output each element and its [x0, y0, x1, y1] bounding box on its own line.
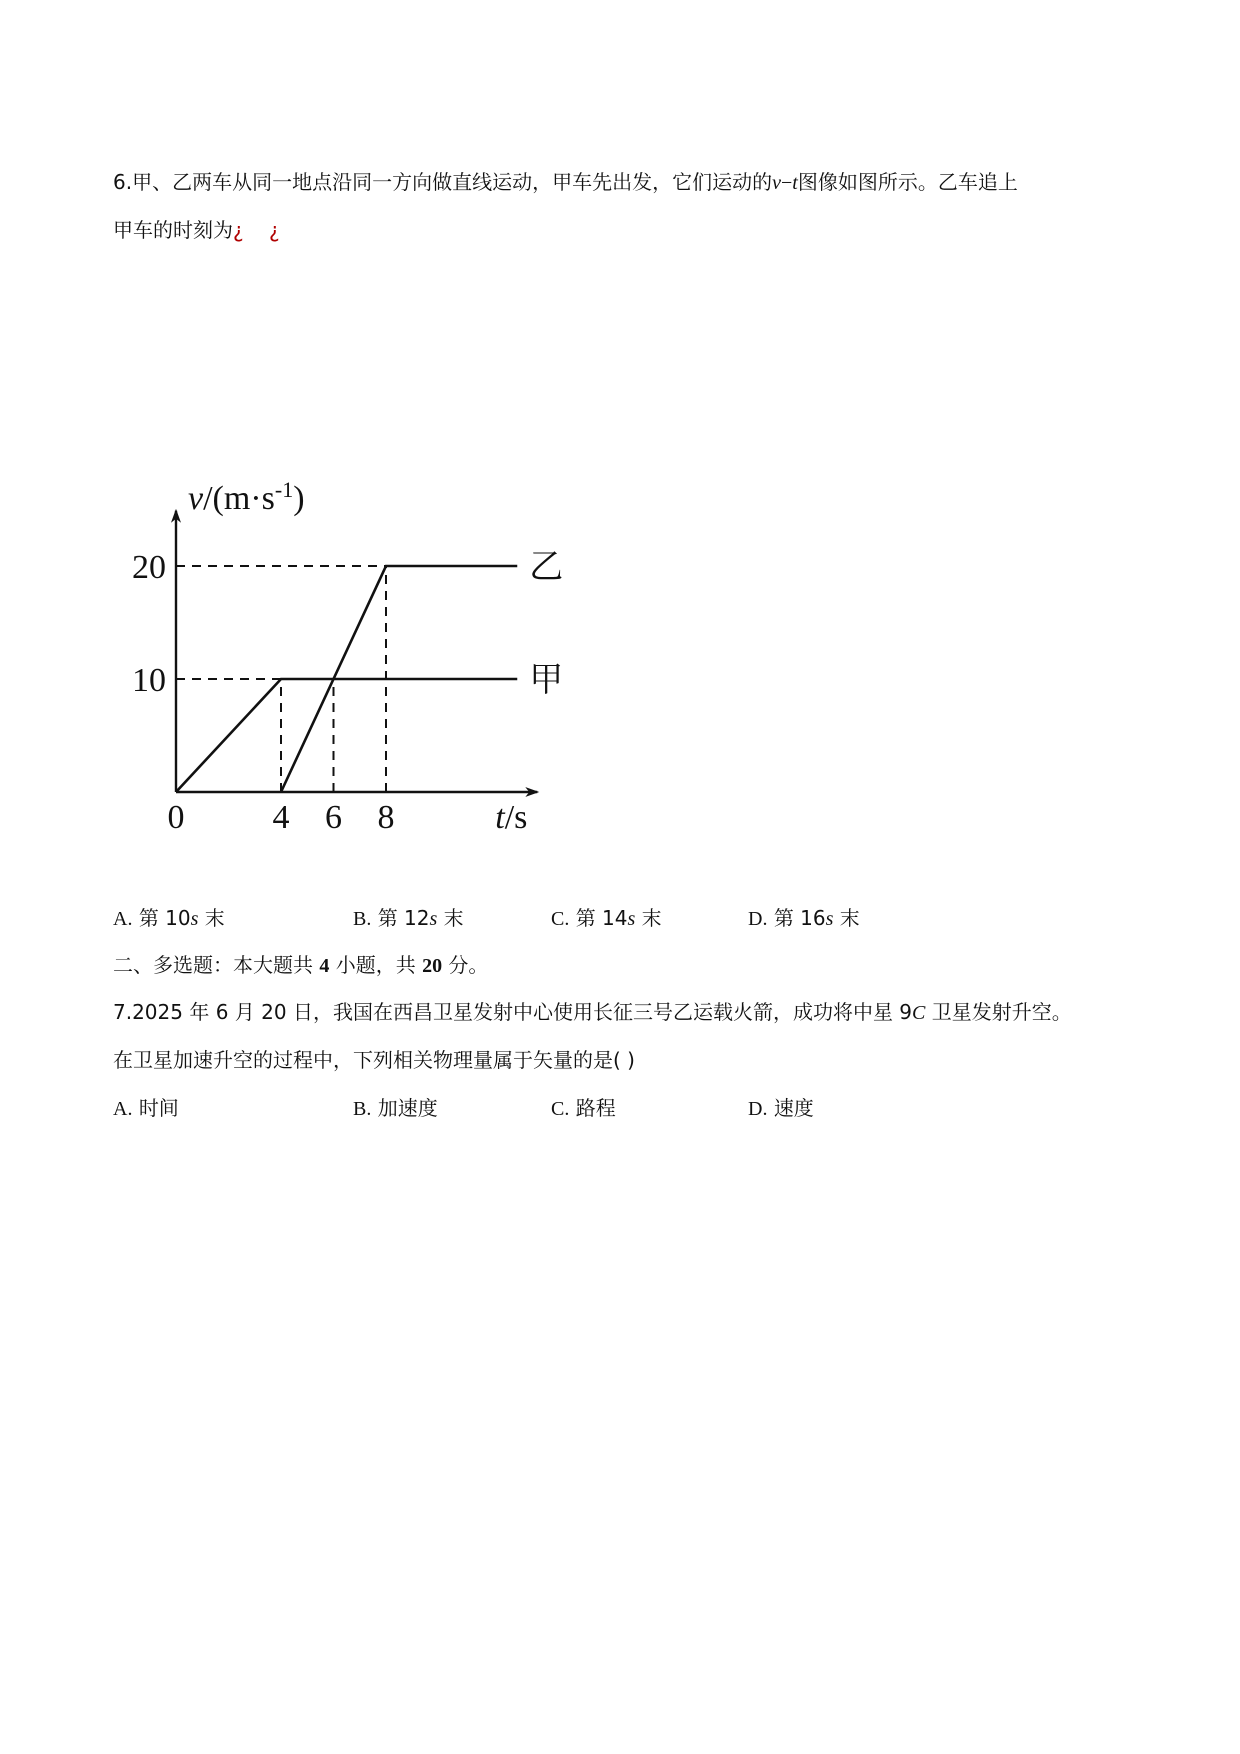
- var-v: v: [772, 172, 781, 194]
- y-axis-label: [188, 477, 305, 517]
- x-axis-label: [495, 799, 527, 836]
- x-tick-label-0: 0: [167, 799, 185, 836]
- x-label-unit: /s: [504, 799, 528, 836]
- q6-text1: 6.甲、乙两车从同一地点沿同一方向做直线运动，甲车先出发，它们运动的: [113, 170, 773, 194]
- q7-option-b[interactable]: B. 加速度: [353, 1096, 438, 1120]
- y-tick-label-0: 10: [132, 662, 166, 699]
- vt-chart: [110, 455, 570, 845]
- q7-stem-line2: 在卫星加速升空的过程中，下列相关物理量属于矢量的是( ): [113, 1048, 635, 1072]
- x-tick-label-1: 4: [272, 799, 290, 836]
- y-label-exp: -1: [274, 476, 294, 502]
- minus-sign: −: [780, 172, 793, 194]
- y-label-var: v: [188, 479, 204, 517]
- section2-heading: 二、多选题：本大题共 4 小题，共 20 分。: [113, 953, 489, 977]
- q7-option-a[interactable]: A. 时间: [113, 1096, 179, 1120]
- y-label-unit: /(m·s: [203, 479, 275, 517]
- q6-option-b[interactable]: B. 第 12s 末: [353, 906, 464, 930]
- q6-stem-line1: [113, 166, 1018, 195]
- answer-paren: ¿ ¿: [233, 218, 280, 242]
- var-t: t: [792, 172, 798, 194]
- q6-text3: 甲车的时刻为: [113, 218, 233, 242]
- y-label-close: ): [293, 479, 305, 517]
- series-line-0: [176, 679, 517, 792]
- q6-option-c[interactable]: C. 第 14s 末: [551, 906, 662, 930]
- q6-stem-line2: [113, 214, 280, 243]
- x-tick-label-2: 6: [325, 799, 342, 836]
- y-tick-label-1: 20: [132, 549, 166, 586]
- q6-text2: 图像如图所示。乙车追上: [797, 170, 1018, 194]
- series-label-1: 乙: [529, 547, 564, 587]
- var-c: C: [912, 1002, 926, 1024]
- total-score: 20: [422, 955, 443, 977]
- q6-option-a[interactable]: A. 第 10s 末: [113, 906, 225, 930]
- series-label-0: 甲: [529, 660, 564, 700]
- question-count: 4: [319, 955, 330, 977]
- q7-stem-line1: 7.2025 年 6 月 20 日，我国在西昌卫星发射中心使用长征三号乙运载火箭，成功将中星 9C 卫星发射升空。: [113, 1000, 1072, 1024]
- x-tick-label-3: 8: [377, 799, 395, 836]
- q7-option-d[interactable]: D. 速度: [748, 1096, 814, 1120]
- x-label-var: t: [495, 799, 505, 836]
- q6-option-d[interactable]: D. 第 16s 末: [748, 906, 860, 930]
- q7-option-c[interactable]: C. 路程: [551, 1096, 616, 1120]
